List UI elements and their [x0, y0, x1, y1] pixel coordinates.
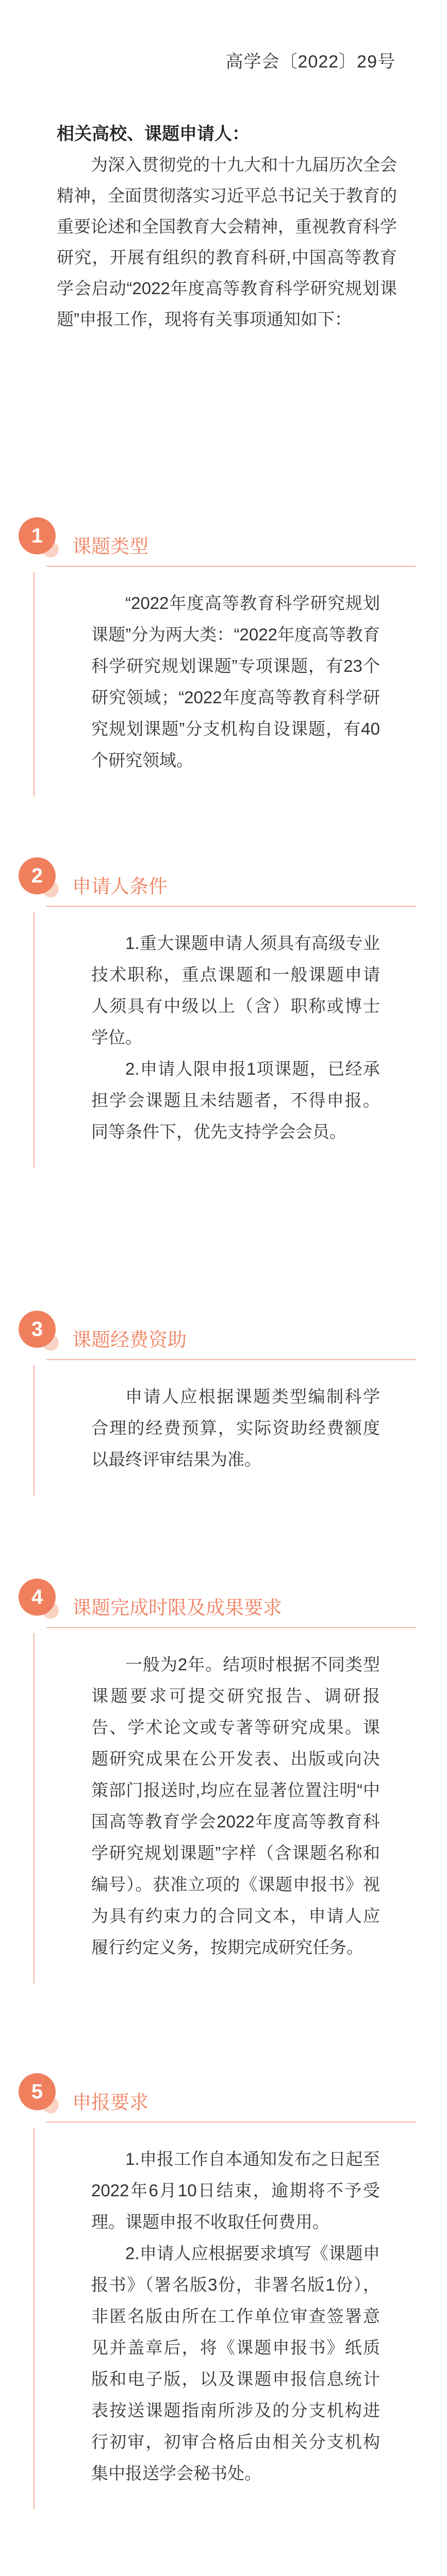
section-number-badge: 3	[19, 1311, 56, 1348]
section-header	[0, 2071, 447, 2128]
section-divider	[46, 2122, 416, 2123]
section-divider	[46, 1359, 416, 1360]
section-paragraph: 一般为2年。结项时根据不同类型课题要求可提交研究报告、调研报告、学术论文或专著等研究成果。课题研究成果在公开发表、出版或向决策部门报送时,均应在显著位置注明“中国高等教育学会2022年度高等教育科学研究规划课题”字样（含课题名称和编号）。获准立项的《课题申报书》视为具有约束力的合同文本，申请人应履行约定义务，按期完成研究任务。	[91, 1655, 380, 1957]
section-title: 申报要求	[72, 2092, 148, 2113]
section-1	[0, 515, 447, 796]
section-2	[0, 855, 447, 1168]
section-title: 课题类型	[72, 536, 148, 557]
section-header	[0, 1309, 447, 1365]
section-number-badge: 4	[19, 1579, 56, 1616]
section-divider	[46, 1627, 416, 1628]
document-number: 高学会〔2022〕29号	[225, 52, 395, 72]
section-header	[0, 1577, 447, 1633]
section-number-badge: 1	[19, 517, 56, 554]
section-body	[34, 2128, 416, 2510]
section-body	[34, 1365, 416, 1496]
intro-block	[57, 118, 397, 335]
section-body	[34, 572, 416, 796]
section-paragraph: 2.申请人限申报1项课题，已经承担学会课题且未结题者，不得申报。同等条件下，优先支持学会会员。	[91, 1059, 380, 1141]
section-paragraph: 1.重大课题申请人须具有高级专业技术职称，重点课题和一般课题申请人须具有中级以上（含）职称或博士学位。	[91, 934, 380, 1047]
section-3	[0, 1309, 447, 1496]
section-5	[0, 2071, 447, 2510]
section-title: 申请人条件	[72, 876, 168, 897]
section-paragraph: 1.申报工作自本通知发布之日起至2022年6月10日结束，逾期将不予受理。课题申报不收取任何费用。	[91, 2149, 380, 2231]
section-number-badge: 2	[19, 857, 56, 894]
section-paragraph: 申请人应根据课题类型编制科学合理的经费预算，实际资助经费额度以最终评审结果为准。	[91, 1387, 380, 1469]
section-divider	[46, 906, 416, 907]
section-body	[34, 1633, 416, 1984]
intro-paragraph: 为深入贯彻党的十九大和十九届历次全会精神，全面贯彻落实习近平总书记关于教育的重要论述和全国教育大会精神，重视教育科学研究，开展有组织的教育科研,中国高等教育学会启动“2022年度高等教育科学研究规划课题”申报工作，现将有关事项通知如下：	[57, 155, 397, 329]
section-paragraph: “2022年度高等教育科学研究规划课题”分为两大类：“2022年度高等教育科学研究规划课题”专项课题，有23个研究领域；“2022年度高等教育科学研究规划课题”分支机构自设课题，有40个研究领域。	[91, 594, 380, 770]
section-divider	[46, 566, 416, 567]
section-header	[0, 515, 447, 572]
section-4	[0, 1577, 447, 1984]
section-number-badge: 5	[19, 2073, 56, 2110]
section-body	[34, 912, 416, 1168]
section-title: 课题完成时限及成果要求	[72, 1597, 282, 1618]
section-paragraph: 2.申请人应根据要求填写《课题申报书》（署名版3份，非署名版1份），非匿名版由所在工作单位审查签署意见并盖章后，将《课题申报书》纸质版和电子版，以及课题申报信息统计表按送课题指南所涉及的分支机构进行初审，初审合格后由相关分支机构集中报送学会秘书处。	[91, 2244, 380, 2483]
section-title: 课题经费资助	[72, 1329, 187, 1350]
section-header	[0, 855, 447, 912]
salutation: 相关高校、课题申请人：	[57, 124, 250, 144]
